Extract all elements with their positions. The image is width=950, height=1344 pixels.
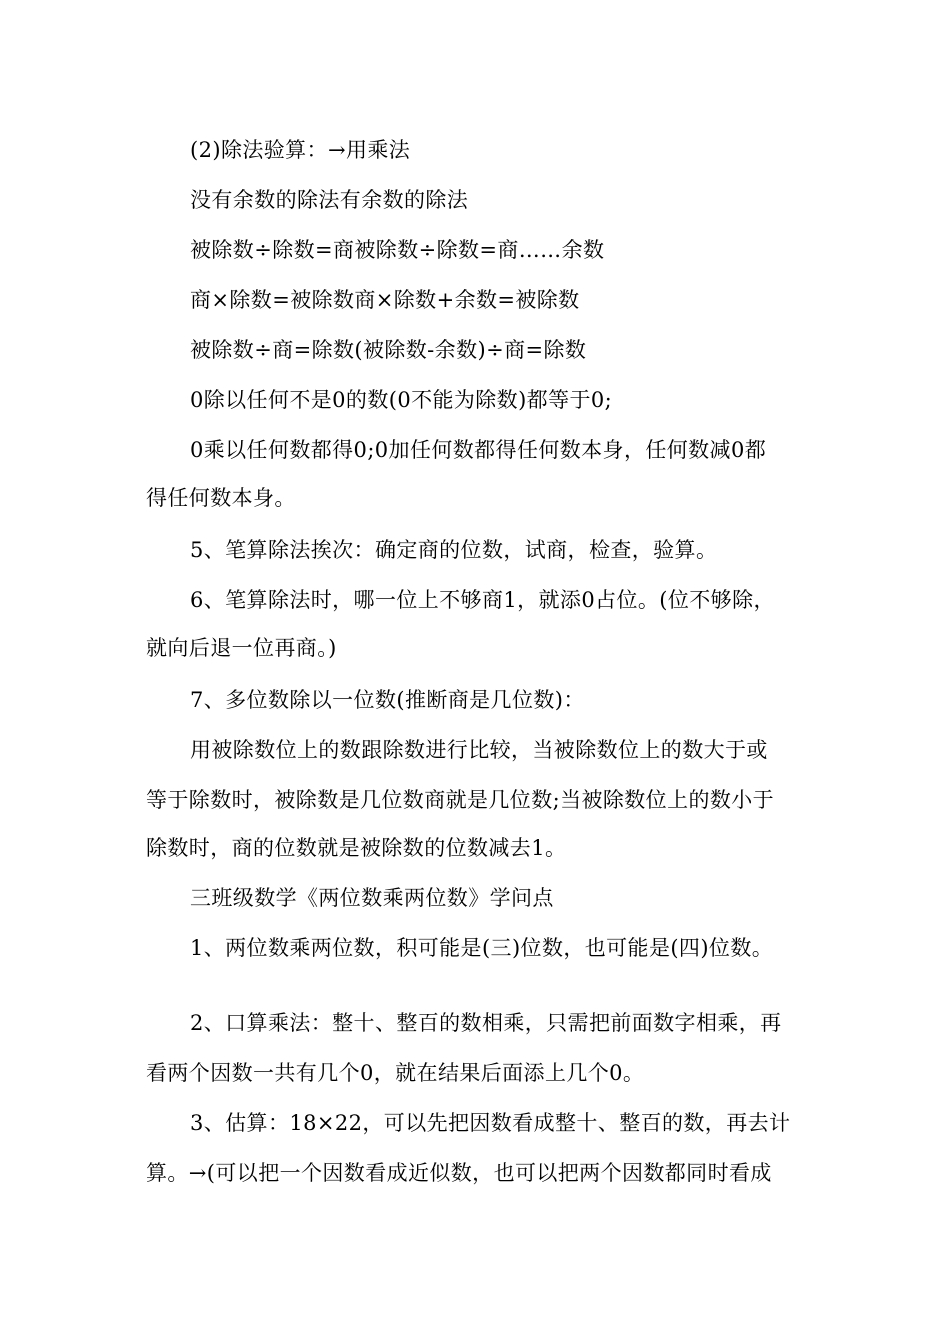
text-line: 就向后退一位再商。) [146, 636, 337, 660]
text-line: 7、多位数除以一位数(推断商是几位数)： [190, 688, 585, 712]
text-line: 得任何数本身。 [146, 486, 296, 510]
text-line: 看两个因数一共有几个0，就在结果后面添上几个0。 [146, 1061, 645, 1085]
text-line: 6、笔算除法时，哪一位上不够商1，就添0占位。(位不够除， [190, 588, 775, 612]
text-line: 被除数÷商=除数(被除数-余数)÷商=除数 [190, 338, 587, 362]
text-line: 算。→(可以把一个因数看成近似数，也可以把两个因数都同时看成 [146, 1161, 772, 1185]
text-line: 3、估算：18×22，可以先把因数看成整十、整百的数，再去计 [190, 1111, 791, 1135]
text-line: 1、两位数乘两位数，积可能是(三)位数，也可能是(四)位数。 [190, 936, 774, 960]
text-line: 除数时，商的位数就是被除数的位数减去1。 [146, 836, 567, 860]
text-line: 商×除数=被除数商×除数+余数=被除数 [190, 288, 580, 312]
text-line: 被除数÷除数=商被除数÷除数=商……余数 [190, 238, 605, 262]
text-line: 没有余数的除法有余数的除法 [190, 188, 469, 212]
text-line: 用被除数位上的数跟除数进行比较，当被除数位上的数大于或 [190, 738, 768, 762]
text-line: 等于除数时，被除数是几位数商就是几位数;当被除数位上的数小于 [146, 788, 775, 812]
text-line: 0除以任何不是0的数(0不能为除数)都等于0; [190, 388, 613, 412]
text-line: 5、笔算除法挨次：确定商的位数，试商，检查，验算。 [190, 538, 718, 562]
text-line: 2、口算乘法：整十、整百的数相乘，只需把前面数字相乘，再 [190, 1011, 782, 1035]
text-line: 0乘以任何数都得0;0加任何数都得任何数本身，任何数减0都 [190, 438, 767, 462]
text-line: (2)除法验算：→用乘法 [190, 138, 411, 162]
section-heading: 三班级数学《两位数乘两位数》学问点 [190, 886, 554, 910]
